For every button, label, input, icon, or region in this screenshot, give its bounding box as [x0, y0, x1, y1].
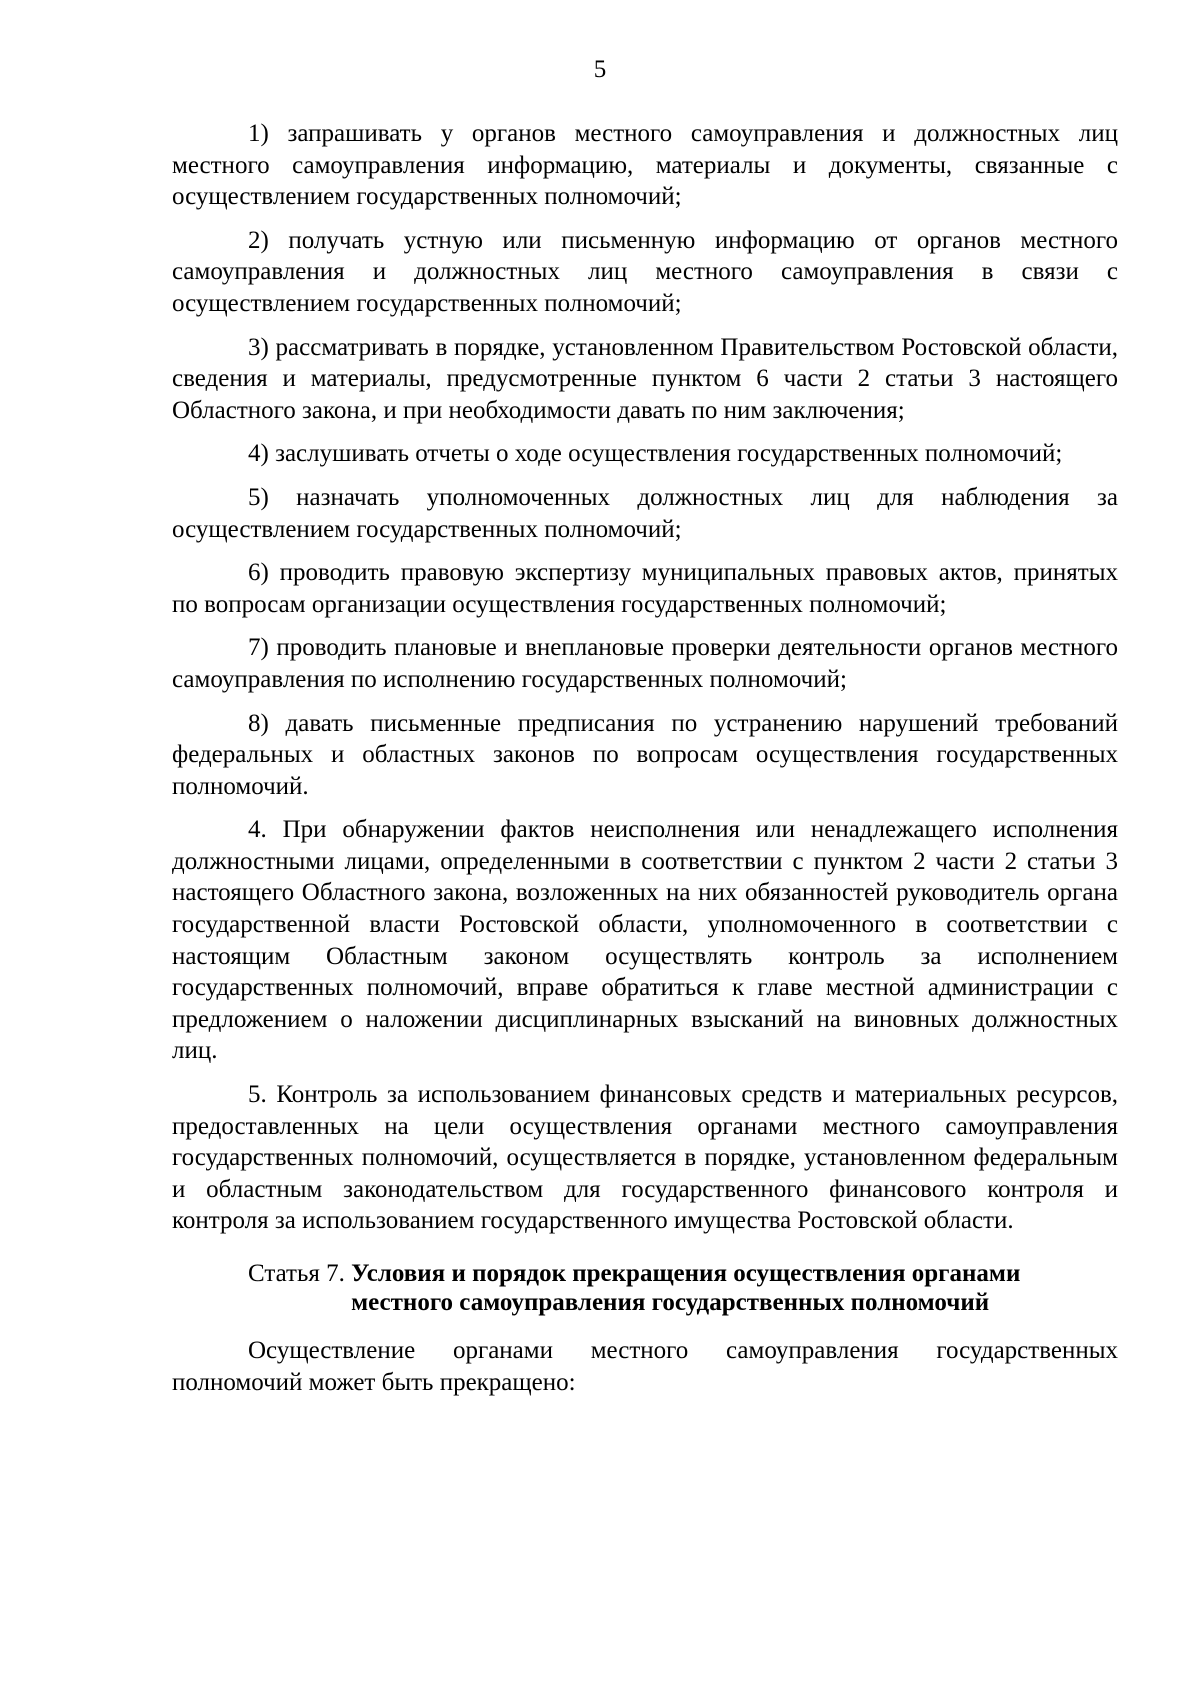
paragraph-item-1: 1) запрашивать у органов местного самоуправления и должностных лиц местного самоуправления информацию, материалы и документы, связанные с осуществлением государственных полномочий;: [172, 120, 1118, 211]
paragraph-part-5: 5. Контроль за использованием финансовых средств и материальных ресурсов, предоставленных на цели осуществления органами местного самоуправления государственных полномочий, осуществляется в порядке, установленном федеральным и областным законодательством для государственного финансового контроля и контроля за использованием государственного имущества Ростовской области.: [172, 1081, 1118, 1235]
paragraph-item-5: 5) назначать уполномоченных должностных лиц для наблюдения за осуществлением государственных полномочий;: [172, 483, 1118, 543]
article-heading: [172, 1259, 1118, 1317]
paragraph-item-4: 4) заслушивать отчеты о ходе осуществления государственных полномочий;: [248, 440, 1063, 468]
paragraph-item-6: 6) проводить правовую экспертизу муниципальных правовых актов, принятых по вопросам организации осуществления государственных полномочий;: [172, 559, 1118, 618]
page-number: 5: [593, 56, 607, 83]
article-label: Статья 7.: [248, 1260, 352, 1287]
paragraph-final: Осуществление органами местного самоуправления государственных полномочий может быть прекращено:: [172, 1337, 1118, 1396]
paragraph-part-4: 4. При обнаружении фактов неисполнения или ненадлежащего исполнения должностными лицами, определенными в соответствии с пунктом 2 части 2 статьи 3 настоящего Областного закона, возложенных на них обязанностей руководитель органа государственной власти Ростовской области, уполномоченного в соответствии с настоящим Областным законом осуществлять контроль за исполнением государственных полномочий, вправе обратиться к главе местной администрации с предложением о наложении дисциплинарных взысканий на виновных должностных лиц.: [172, 816, 1118, 1065]
article-title: Условия и порядок прекращения осуществления органами местного самоуправления государственных полномочий: [351, 1260, 1021, 1316]
document-body: [172, 118, 1118, 1410]
paragraph-item-8: 8) давать письменные предписания по устранению нарушений требований федеральных и областных законов по вопросам осуществления государственных полномочий.: [172, 709, 1118, 800]
paragraph-item-7: 7) проводить плановые и внеплановые проверки деятельности органов местного самоуправления по исполнению государственных полномочий;: [172, 634, 1118, 693]
paragraph-item-2: 2) получать устную или письменную информацию от органов местного самоуправления и должностных лиц местного самоуправления в связи с осуществлением государственных полномочий;: [172, 226, 1118, 317]
paragraph-item-3: 3) рассматривать в порядке, установленном Правительством Ростовской области, сведения и материалы, предусмотренные пунктом 6 части 2 статьи 3 настоящего Областного закона, и при необходимости давать по ним заключения;: [172, 333, 1118, 424]
